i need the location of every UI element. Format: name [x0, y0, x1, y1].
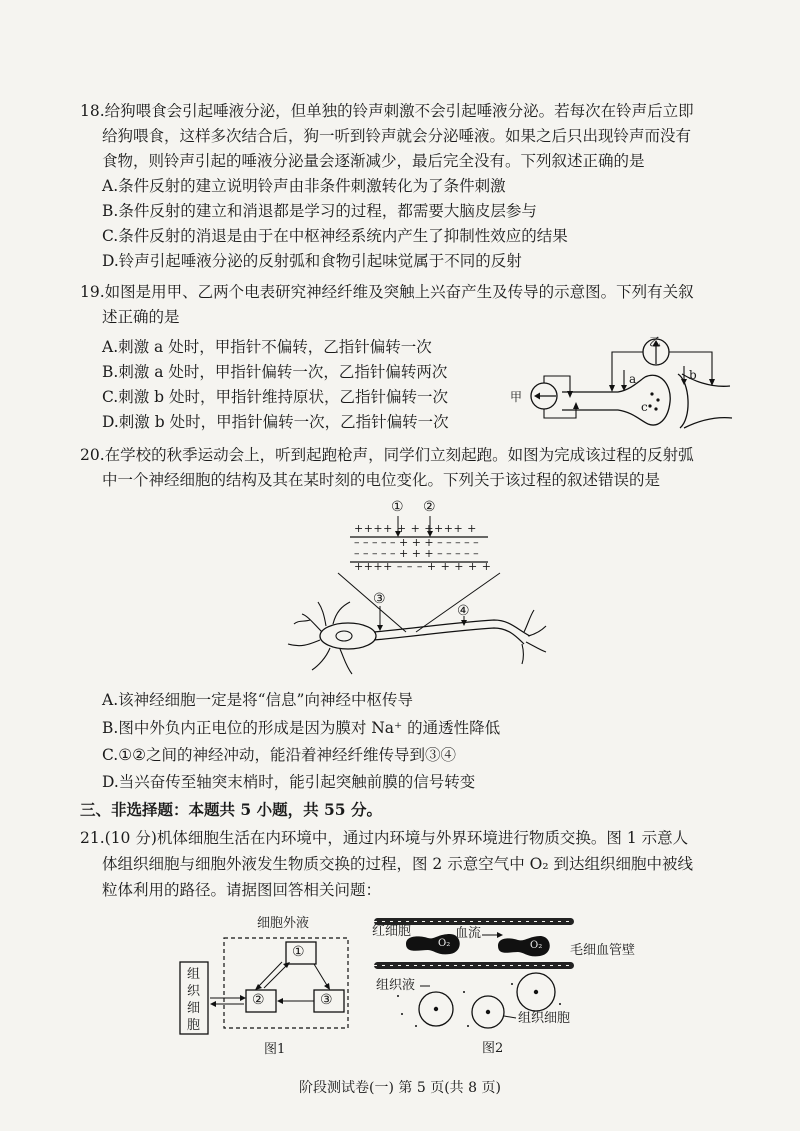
- section-3-heading: 三、非选择题：本题共 5 小题，共 55 分。: [80, 800, 382, 819]
- q20-stem-line-2: 中一个神经细胞的结构及其在某时刻的电位变化。下列关于该过程的叙述错误的是: [102, 471, 661, 489]
- potential-row-2: – – – – – + + + – – – – –: [354, 536, 479, 549]
- marker-1: ①: [391, 499, 404, 515]
- label-b: b: [689, 368, 697, 382]
- fig1-box-1: ①: [292, 944, 305, 960]
- potential-row-4: ++++ – – – + + + + +: [354, 560, 492, 573]
- fig2-tissue-fluid-label: 组织液: [376, 978, 416, 993]
- marker-3: ③: [373, 591, 386, 607]
- q19-option-b: B.刺激 a 处时，甲指针偏转一次，乙指针偏转两次: [102, 363, 448, 381]
- label-a: a: [629, 372, 637, 386]
- q18-option-c: C.条件反射的消退是由于在中枢神经系统内产生了抑制性效应的结果: [102, 227, 568, 245]
- q19-option-a: A.刺激 a 处时，甲指针不偏转，乙指针偏转一次: [102, 338, 432, 356]
- q18-stem-line-3: 食物，则铃声引起的唾液分泌量会逐渐减少，最后完全没有。下列叙述正确的是: [102, 152, 645, 170]
- q19-stem-line-1: 19.如图是用甲、乙两个电表研究神经纤维及突触上兴奋产生及传导的示意图。下列有关叙: [80, 283, 694, 301]
- figure-1-diagram: [178, 928, 368, 1058]
- fig2-rbc-label: 红细胞: [372, 924, 412, 939]
- q19-option-d: D.刺激 b 处时，甲指针偏转一次，乙指针偏转一次: [102, 413, 449, 431]
- potential-row-1: ++++ + + ++++ +: [354, 522, 477, 535]
- fig2-o2-left: O₂: [438, 938, 451, 949]
- fig2-caption: 图2: [482, 1041, 504, 1056]
- label-yi: 乙: [649, 335, 662, 349]
- fig1-cell-label: 组织细胞: [187, 967, 201, 1033]
- marker-2: ②: [423, 499, 436, 515]
- label-c: c: [641, 400, 648, 414]
- q20-option-c: C.①②之间的神经冲动，能沿着神经纤维传导到③④: [102, 746, 457, 764]
- q20-option-a: A.该神经细胞一定是将“信息”向神经中枢传导: [102, 691, 413, 709]
- q20-stem-line-1: 20.在学校的秋季运动会上，听到起跑枪声，同学们立刻起跑。如图为完成该过程的反射弧: [80, 446, 694, 464]
- q21-stem-line-1: 21.(10 分)机体细胞生活在内环境中，通过内环境与外界环境进行物质交换。图 1 示意人: [80, 829, 689, 847]
- q19-option-c: C.刺激 b 处时，甲指针维持原状，乙指针偏转一次: [102, 388, 449, 406]
- q19-stem-line-2: 述正确的是: [102, 308, 180, 326]
- fig1-box-2: ②: [252, 992, 265, 1008]
- fig2-wall-label: 毛细血管壁: [570, 943, 636, 958]
- q18-option-a: A.条件反射的建立说明铃声由非条件刺激转化为了条件刺激: [102, 177, 506, 195]
- marker-4: ④: [457, 603, 470, 619]
- q19-synapse-figure: [500, 330, 740, 440]
- q20-option-b: B.图中外负内正电位的形成是因为膜对 Na⁺ 的通透性降低: [102, 719, 501, 737]
- q21-stem-line-2: 体组织细胞与细胞外液发生物质交换的过程，图 2 示意空气中 O₂ 到达组织细胞中被线: [102, 855, 693, 873]
- fig2-tissue-cell-label: 组织细胞: [518, 1011, 571, 1026]
- q18-stem-line-2: 给狗喂食，这样多次结合后，狗一听到铃声就会分泌唾液。如果之后只出现铃声而没有: [102, 127, 692, 145]
- fig1-caption: 图1: [264, 1042, 286, 1057]
- q21-stem-line-3: 粒体利用的路径。请据图回答相关问题：: [102, 881, 382, 899]
- fig1-outer-label: 细胞外液: [257, 916, 310, 931]
- capillary-wall-bottom: [374, 962, 574, 969]
- q18-stem-line-1: 18.给狗喂食会引起唾液分泌，但单独的铃声刺激不会引起唾液分泌。若每次在铃声后立即: [80, 102, 694, 120]
- q18-option-d: D.铃声引起唾液分泌的反射弧和食物引起味觉属于不同的反射: [102, 252, 522, 270]
- potential-row-3: – – – – – + + + – – – – –: [354, 547, 479, 560]
- page-footer: 阶段测试卷(一) 第 5 页(共 8 页): [299, 1080, 501, 1096]
- q20-option-d: D.当兴奋传至轴突末梢时，能引起突触前膜的信号转变: [102, 773, 476, 791]
- q18-option-b: B.条件反射的建立和消退都是学习的过程，都需要大脑皮层参与: [102, 202, 537, 220]
- fig2-o2-right: O₂: [530, 940, 543, 951]
- fig2-flow-label: 血流: [455, 926, 482, 941]
- fig1-box-3: ③: [320, 992, 333, 1008]
- label-jia: 甲: [510, 390, 523, 404]
